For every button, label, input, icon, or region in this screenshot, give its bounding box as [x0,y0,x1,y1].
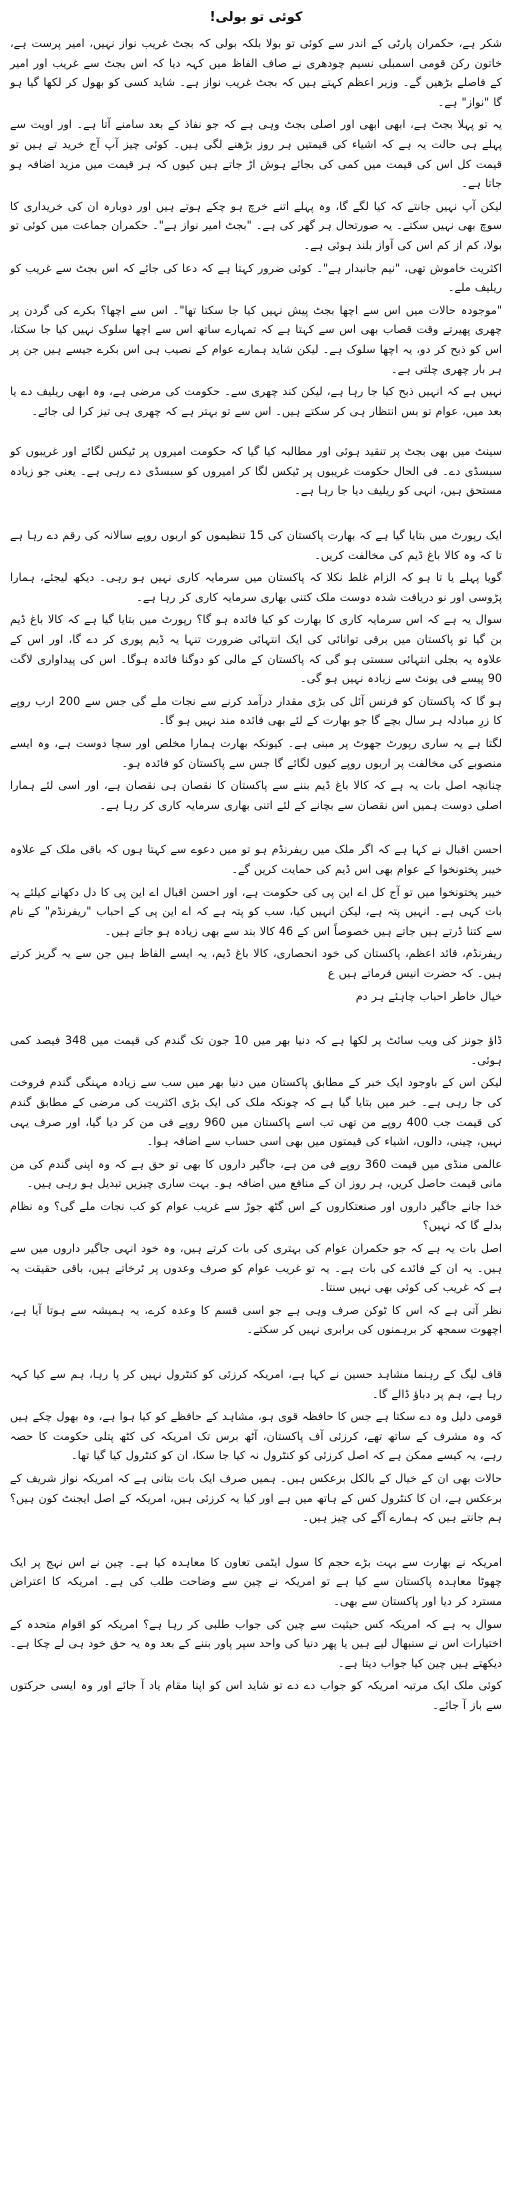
article-paragraph: ہو گا کہ پاکستان کو فرنس آئل کی بڑی مقدار درآمد کرنے سے نجات ملے گی جس سے 200 ارب روپے کا زرِ مبادلہ ہر سال بچے گا جو بھارت کے لئے بھی فائدہ مند نہیں ہو گا۔ [10,694,502,728]
article-paragraph: احسن اقبال نے کہا ہے کہ اگر ملک میں ریفرنڈم ہو تو میں دعوے سے کہتا ہوں کہ باقی ملک کے علاوہ خیبر پختونخوا کے عوام بھی اس ڈیم کی حمایت کریں گے۔ [10,843,502,876]
article-paragraph: کوئی ملک ایک مرتبہ امریکہ کو جواب دے دے تو شاید اس کو اپنا مقام یاد آ جائے اور وہ ایسی حرکتوں سے باز آ جائے۔ [10,1679,502,1712]
article-paragraph: شکر ہے، حکمران پارٹی کے اندر سے کوئی تو بولا بلکہ بولی کہ بجٹ غریب نواز نہیں، امیر پرست ہے، خاتون رکن قومی اسمبلی نسیم چودھری نے صاف الفاظ میں کہہ دیا کہ اس بجٹ سے غریب اور امیر کے فاصلے بڑھیں گے۔ وزیر اعظم کہتے ہیں کہ بجٹ غریب نواز ہے۔ شاید کسی کو بھول کر لکھا گیا ہو گا "نواز" ہے۔ [10,37,502,109]
article-paragraph: قاف لیگ کے رہنما مشاہد حسین نے کہا ہے، امریکہ کرزئی کو کنٹرول نہیں کر پا رہا، ہم سے کیا کہہ رہا ہے، ہم پر دباؤ ڈالے گا۔ [10,1368,502,1401]
section-divider [10,1343,502,1365]
article-paragraph: سوال یہ ہے کہ اس سرمایہ کاری کا بھارت کو کیا فائدہ ہو گا؟ رپورٹ میں بتایا گیا ہے کہ کالا باغ ڈیم بن گیا تو پاکستان میں برقی توانائی کی ایک انتہائی ضرورت تنہا یہ ڈیم پوری کر دے گا، اور اس کے علاوہ یہ بجلی انتہائی سستی ہو گی کہ پاکستان کے مالی کو دوگنا فائدہ ہوگا۔ اس کی پیداواری لاگت 90 پیسے فی یونٹ سے زیادہ نہیں ہو گی۔ [10,613,502,686]
article-paragraph: خدا جانے جاگیر داروں اور صنعتکاروں کے اس گٹھ جوڑ سے غریب عوام کو کب نجات ملے گی؟ وہ نظام بدلے گا کہ نہیں؟ [10,1199,502,1233]
article-paragraph: سوال یہ ہے کہ امریکہ کس حیثیت سے چین کی جواب طلبی کر رہا ہے؟ امریکہ کو اقوام متحدہ کے اختیارات اس نے سنبھال لیے ہیں یا پھر دنیا کی واحد سپر پاور بننے کے بعد وہ یہ حق خود ہی لے چکا ہے۔ دیکھتے ہیں چین کیا جواب دیتا ہے۔ [10,1617,502,1670]
article-paragraph: نہیں ہے کہ انہیں ذبح کیا جا رہا ہے، لیکن کند چھری سے۔ حکومت کی مرضی ہے، وہ ابھی ریلیف دے یا بعد میں، عوام تو بس انتظار ہی کر سکتے ہیں۔ اس سے تو بہتر ہے کہ چھری ہی تیز کرا لی جائے۔ [10,385,502,418]
section-divider [10,818,502,840]
article-paragraph: عالمی منڈی میں قیمت 360 روپے فی من ہے، جاگیر داروں کا بھی تو حق ہے کہ وہ اپنی گندم کی من مانی قیمت حاصل کریں، ہر روز ان کے منافع میں اضافہ ہو۔ بہت ساری چیزیں تبدیل ہو رہی ہیں۔ [10,1157,502,1191]
article-paragraph: ڈاؤ جونز کی ویب سائٹ پر لکھا ہے کہ دنیا بھر میں 10 جون تک گندم کی قیمت میں 348 فیصد کمی ہوئی۔ [10,1034,502,1067]
section-divider [10,424,502,442]
article-title: کوئی تو بولی! [209,10,303,25]
article-section [10,1031,502,1340]
article-paragraph: چنانچہ اصل بات یہ ہے کہ کالا باغ ڈیم بننے سے پاکستان کا نقصان ہی نقصان ہے، اور اسی لئے ہمارا اصلی دوست ہمیں اس نقصان سے بچانے کے لئے اتنی بھاری سرمایہ کاری کر رہا ہے۔ [10,779,502,812]
article-section [10,1553,502,1716]
article-section [10,34,502,421]
article-section [10,840,502,1006]
article-paragraph: لیکن آپ نہیں جانتے کہ کیا لگے گا، وہ پہلے اتنے خرچ ہو چکے ہوتے ہیں اور دوبارہ ان کی خریداری کا سوچ بھی نہیں سکتے۔ یہ صورتحال ہر گھر کی ہے۔ "بجٹ امیر نواز ہے"۔ حکمران جماعت میں کوئی تو بولا، کم از کم اس کی آواز بلند ہوئی ہے۔ [10,199,502,252]
article-paragraph: حالات بھی ان کے خیال کے بالکل برعکس ہیں۔ ہمیں صرف ایک بات بتانی ہے کہ امریکہ نواز شریف کے برعکس ہے، ان کا کنٹرول کس کے ہاتھ میں ہے اور کیا یہ کرزئی ہیں، امریکہ کے اصل ایجنٹ کون ہیں؟ ہم جانتے ہیں کہ ہمارے آگے کی چیز ہیں۔ [10,1472,502,1525]
article-paragraph: "موجودہ حالات میں اس سے اچھا بجٹ پیش نہیں کیا جا سکتا تھا"۔ اس سے اچھا؟ بکرے کی گردن پر چھری پھیرتے وقت قصاب بھی اس سے کہتا ہے کہ تمہارے ساتھ اس سے اچھا سلوک نہیں کیا جا سکتا، اس کو ذبح کر دو، یہ اچھا سلوک ہے۔ لیکن شاید ہمارے عوام کے نصیب ہی اس بکرے جیسے ہیں جن پر ہر بار چھری چلتی ہے۔ [10,303,502,376]
article-paragraph: گویا پہلے یا تا ہو کہ الزام غلط نکلا کہ پاکستان میں سرمایہ کاری نہیں ہو رہی۔ دیکھ لیجئے، ہمارا پڑوسی اور نو دریافت شدہ دوست ملک کتنی بھاری سرمایہ کاری کر رہا ہے۔ [10,571,502,604]
section-divider [10,1531,502,1553]
article-paragraph: خیال خاطر احباب چاہئے ہر دم [355,989,502,1003]
section-divider [10,504,502,526]
article-paragraph: نظر آتی ہے کہ اس کا ٹوکن صرف وہی ہے جو اسی قسم کا وعدہ کرے، یہ ہمیشہ سے ہوتا آیا ہے، اچھوت سمجھ کر برہمنوں کی برابری نہیں کر سکتے۔ [10,1303,502,1337]
article-section [10,526,502,815]
article-paragraph: لیکن اس کے باوجود ایک خبر کے مطابق پاکستان میں دنیا بھر میں سب سے زیادہ مہنگی گندم فروخت کی جا رہی ہے۔ خبر میں بتایا گیا ہے کہ چونکہ ملک کی ایک بڑی اکثریت کی مرضی کے مطابق گندم کی قیمت جب 400 روپے من تھی تب اسے پاکستان میں 960 روپے فی من کر دیا گیا، اور صرف یہی نہیں، چینی، دالوں، اشیاء کی قیمتوں میں بھی اسی حساب سے اضافہ ہوا۔ [10,1076,502,1149]
article-section [10,1365,502,1528]
section-divider [10,1009,502,1031]
article-paragraph: قومی دلیل وہ دے سکتا ہے جس کا حافظہ قوی ہو، مشاہد کے حافظے کو کیا ہوا ہے، وہ بھول چکے ہیں کہ وہ مشرف کے ساتھ تھے، کرزئی آف پاکستان، آٹھ برس تک امریکہ کی کٹھ پتلی حکومت کا حصہ رہے، یہ کیسے ممکن ہے کہ اصل کرزئی کو کنٹرول نہ کیا جا سکا، ان کو کنٹرول کیا گیا تھا۔ [10,1410,502,1463]
article-paragraph: اکثریت خاموش تھی، "نیم جانبدار ہے"۔ کوئی ضرور کہتا ہے کہ دعا کی جائے کہ اس بجٹ سے غریب کو ریلیف ملے۔ [10,261,502,295]
article-paragraph: لگتا ہے یہ ساری رپورٹ جھوٹ پر مبنی ہے۔ کیونکہ بھارت ہمارا مخلص اور سچا دوست ہے، وہ ایسے منصوبے کی مخالفت پر اربوں روپے کیوں لگائے گا جس سے پاکستان کو فائدہ ہو۔ [10,737,502,770]
article-paragraph: خیبر پختونخوا میں تو آج کل اے این پی کی حکومت ہے، اور احسن اقبال اے این پی کا دل دکھانے کیلئے یہ بات کہی ہے۔ انہیں پتہ ہے، لیکن انہیں کیا، سب کو پتہ ہے کہ اے این پی کے احباب "ریفرنڈم" کے نام سے کتنا ڈرتے ہیں جاتے ہیں خصوصاً اس کے 46 کالا بند سے بھی زیادہ ہو جاتے ہیں۔ [10,885,502,938]
article-section [10,442,502,501]
article-paragraph: یہ تو پہلا بجٹ ہے، ابھی ابھی اور اصلی بجٹ وہی ہے کہ جو نفاذ کے بعد سامنے آتا ہے۔ اور اویت سے پہلے ہی حالت یہ ہے کہ اشیاء کی قیمتیں ہر روز بڑھنے لگی ہیں۔ کوئی چیز آپ آج خرید تے ہیں تو قیمت کل اس کی قیمت میں کمی کی بجائے ہوش اڑ جاتے ہیں کیوں کہ ہر قیمت میں مزید اضافہ ہو جاتا ہے۔ [10,118,502,191]
article-paragraph: سینٹ میں بھی بجٹ پر تنقید ہوئی اور مطالبہ کیا گیا کہ حکومت امیروں پر ٹیکس لگائے اور غریبوں کو سبسڈی دے۔ فی الحال حکومت غریبوں پر ٹیکس لگا کر امیروں کو سبسڈی دے رہی ہے۔ یعنی جو زیادہ مستحق ہیں، انہی کو ریلیف دیا جا رہا ہے۔ [10,445,502,498]
article-body [10,34,502,1716]
article-paragraph: ریفرنڈم، قائد اعظم، پاکستان کی خود انحصاری، کالا باغ ڈیم، یہ ایسے الفاظ ہیں جن سے یہ گریز کرتے ہیں۔ کہ حضرت انیس فرماتے ہیں ع [10,947,502,980]
article-paragraph: امریکہ نے بھارت سے بہت بڑے حجم کا سول ایٹمی تعاون کا معاہدہ کیا ہے۔ چین نے اس نہج پر ایک چھوٹا معاہدہ پاکستان سے کیا ہے تو امریکہ نے چین سے وضاحت طلب کی ہے۔ امریکہ کا اعتراض مسترد کر دیا اور پاکستان سے بھی۔ [10,1555,502,1608]
article-paragraph: اصل بات یہ ہے کہ جو حکمران عوام کی بہتری کی بات کرتے ہیں، وہ خود انہی جاگیر داروں میں سے ہیں۔ یہ ان کے فائدے کی بات ہے۔ یہ تو غریب عوام کو صرف وعدوں پر ٹرخاتے ہیں، باقی حقیقت یہ ہے کہ غریب کی کوئی بھی نہیں سنتا۔ [10,1242,502,1295]
article-paragraph: ایک رپورٹ میں بتایا گیا ہے کہ بھارت پاکستان کی 15 تنظیموں کو اربوں روپے سالانہ کی رقم دے رہا ہے تا کہ وہ کالا باغ ڈیم کی مخالفت کریں۔ [10,529,502,562]
